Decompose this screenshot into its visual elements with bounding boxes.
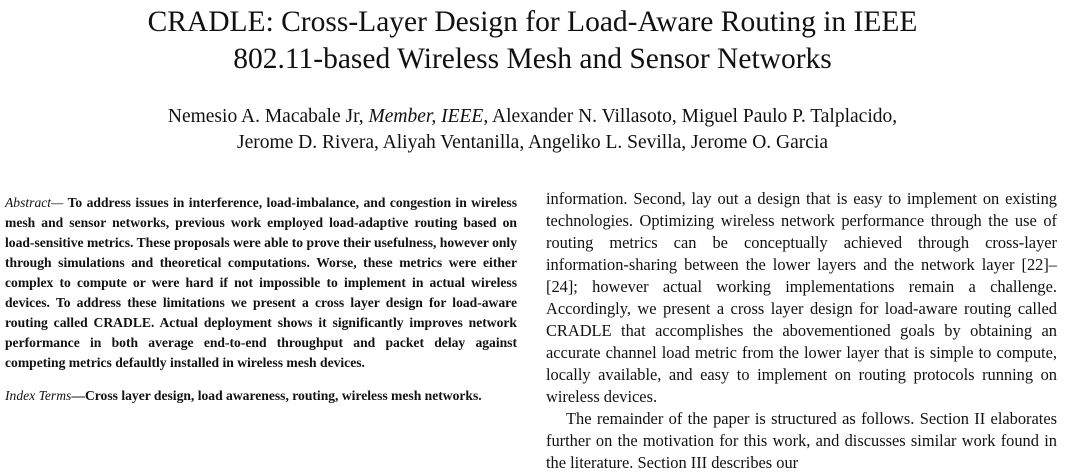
authors-line-1: [0, 104, 1065, 130]
membership: Member, IEEE: [368, 106, 484, 127]
index-terms-dash: —: [71, 388, 85, 403]
title-line-1: CRADLE: Cross-Layer Design for Load-Aware Routing in IEEE: [147, 6, 918, 38]
abstract-dash: —: [51, 195, 68, 210]
author-list: [0, 104, 1065, 156]
title-line-2: 802.11-based Wireless Mesh and Sensor Networks: [233, 43, 832, 75]
authors-line-2: Jerome D. Rivera, Aliyah Ventanilla, Angeliko L. Sevilla, Jerome O. Garcia: [237, 132, 828, 153]
right-column: [546, 188, 1057, 474]
first-author: Nemesio A. Macabale Jr,: [167, 106, 369, 127]
index-terms-label: Index Terms: [5, 388, 72, 403]
index-terms-text: Cross layer design, load awareness, routing, wireless mesh networks.: [84, 388, 482, 403]
abstract-label: Abstract: [5, 195, 52, 210]
body-paragraph-2: The remainder of the paper is structured as follows. Section II elaborates further on the motivation for this work, and discusses similar work found in the literature. Section III describes our: [546, 409, 1057, 472]
other-authors-1: , Alexander N. Villasoto, Miguel Paulo P. Talplacido,: [483, 106, 898, 127]
paper-title: [0, 4, 1065, 78]
left-column: [5, 193, 517, 406]
abstract: [5, 193, 517, 373]
index-terms: [5, 386, 517, 406]
abstract-text: To address issues in interference, load-imbalance, and congestion in wireless mesh and sensor networks, previous work employed load-adaptive routing based on load-sensitive metrics. These proposals were able to prove their usefulness, however only through simulations and theoretical computations. Worse, these metrics were either complex to compute or were hard if not impossible to implement in actual wireless devices. To address these limitations we present a cross layer design for load-aware routing called CRADLE. Actual deployment shows it significantly improves network performance in both average end-to-end throughput and packet delay against competing metrics defaultly installed in wireless mesh devices.: [5, 195, 517, 370]
body-paragraph-1: information. Second, lay out a design that is easy to implement on existing technologies. Optimizing wireless network performance through the use of routing metrics can be conceptually achieved through cross-layer information-sharing between the lower layers and the network layer [22]–[24]; however actual working implementations remain a challenge. Accordingly, we present a cross layer design for load-aware routing called CRADLE that accomplishes the abovementioned goals by obtaining an accurate channel load metric from the lower layer that is simple to compute, locally available, and easy to implement on routing protocols running on wireless devices.: [546, 189, 1057, 406]
